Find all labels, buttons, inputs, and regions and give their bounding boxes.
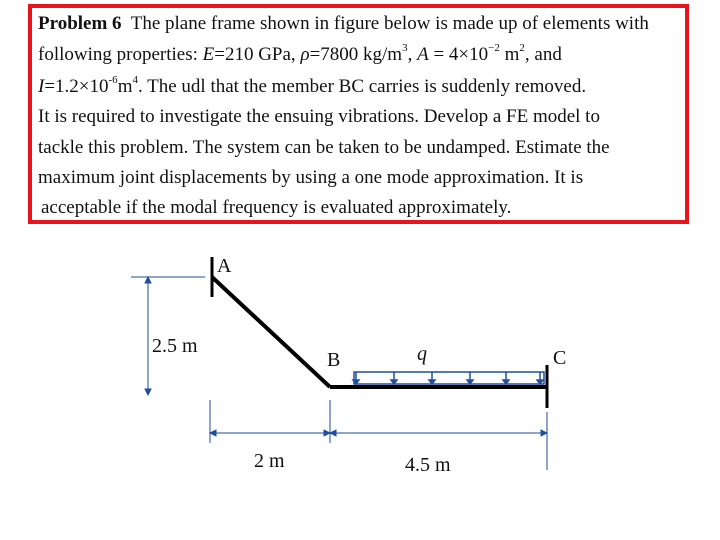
problem-line-4: It is required to investigate the ensuing vibrations. Develop a FE model to bbox=[38, 106, 600, 127]
member-ab bbox=[212, 277, 330, 387]
dim-height-label: 2.5 m bbox=[152, 335, 198, 357]
problem-line-1: Problem 6 The plane frame shown in figure below is made up of elements with bbox=[38, 13, 649, 34]
dim-bc-label: 4.5 m bbox=[405, 454, 451, 476]
udl-arrows bbox=[353, 372, 543, 384]
problem-line-2: following properties: E=210 GPa, ρ=7800 $kg/m^3$, $A = 4\times 10^{-2}$ $m^2$, and bbox=[38, 41, 562, 65]
dim-ab-label: 2 m bbox=[254, 450, 285, 472]
udl-box bbox=[354, 372, 544, 384]
problem-label: Problem 6 bbox=[38, 13, 122, 34]
load-label: q bbox=[417, 343, 427, 365]
problem-line-3: $I=1.2\times 10^{-6}m^4$. The udl that the member BC carries is suddenly removed. bbox=[38, 73, 587, 97]
node-b-label: B bbox=[327, 349, 341, 371]
problem-line-5: tackle this problem. The system can be taken to be undamped. Estimate the bbox=[38, 137, 610, 158]
problem-line-6: maximum joint displacements by using a one mode approximation. It is bbox=[38, 167, 584, 188]
node-c-label: C bbox=[553, 347, 567, 369]
problem-line-7: acceptable if the modal frequency is evaluated approximately. bbox=[41, 197, 512, 218]
node-a-label: A bbox=[217, 255, 232, 277]
